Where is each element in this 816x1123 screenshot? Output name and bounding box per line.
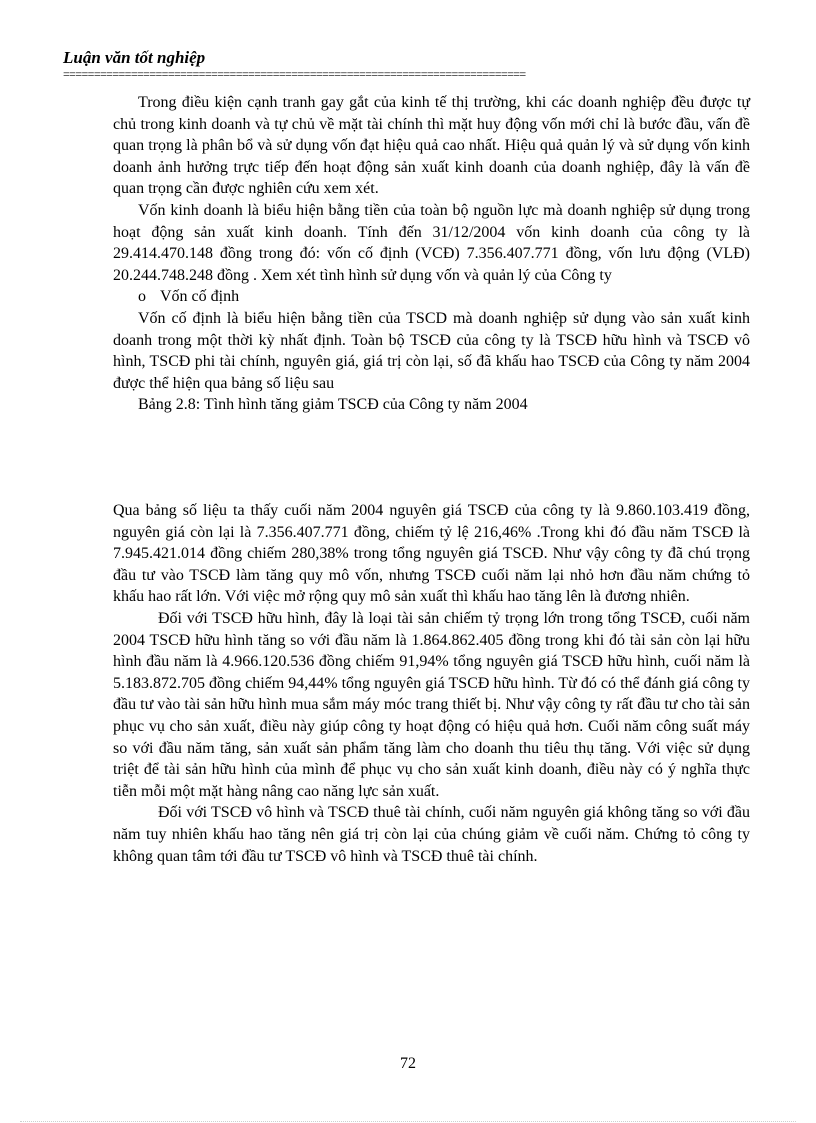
paragraph-tangible-assets: Đối với TSCĐ hữu hình, đây là loại tài sản chiếm tỷ trọng lớn trong tổng TSCĐ, cuối năm 2004 TSCĐ hữu hình tăng so với đầu năm là 1.864.862.405 đồng trong khi đó tài sản còn lại hữu hình đầu năm là 4.966.120.536 đồng chiếm 91,94% tổng nguyên giá TSCĐ hữu hình, cuối năm là 5.183.872.705 đồng chiếm 94,44% tổng nguyên giá TSCĐ hữu hình. Từ đó có thể đánh giá công ty đầu tư vào tài sản hữu hình mua sắm máy móc trang thiết bị. Như vậy công ty rất đầu tư cho tài sản phục vụ cho sản xuất, điều này giúp công ty hoạt động có hiệu quả hơn. Cuối năm công suất máy so với đầu năm tăng, sản xuất sản phẩm tăng làm cho doanh thu tiêu thụ tăng. Với việc sử dụng triệt để tài sản hữu hình của mình để phục vụ cho sản xuất kinh doanh, điều này có ý nghĩa thực tiễn mỗi một mặt hàng nâng cao năng lực sản xuất. [113, 609, 750, 800]
bullet-text: Vốn cố định [160, 288, 240, 306]
document-header-title: Luận văn tốt nghiệp [63, 48, 206, 67]
lower-text-block [113, 500, 750, 867]
paragraph-competition: Trong điều kiện cạnh tranh gay gắt của kinh tế thị trường, khi các doanh nghiệp đều được tự chủ trong kinh doanh và tự chủ về mặt tài chính thì mặt huy động vốn mới chỉ là bước đầu, vấn đề quan trọng là phân bổ và sử dụng vốn đạt hiệu quả cao nhất. Hiệu quả quản lý và sử dụng vốn kinh doanh ảnh hưởng trực tiếp đến hoạt động sản xuất kinh doanh của doanh nghiệp, đây là vấn đề quan trọng cần được nghiên cứu xem xét. [113, 94, 750, 198]
paragraph-table-analysis: Qua bảng số liệu ta thấy cuối năm 2004 nguyên giá TSCĐ của công ty là 9.860.103.419 đồng, nguyên giá còn lại là 7.356.407.771 đồng, chiếm tỷ lệ 216,46% .Trong khi đó đầu năm TSCĐ là 7.945.421.014 đồng chiếm 280,38% trong tổng nguyên giá TSCĐ. Như vậy công ty đã chú trọng đầu tư vào TSCĐ làm tăng quy mô vốn, nhưng TSCĐ cuối năm lại nhỏ hơn đầu năm chứng tỏ khấu hao rất lớn. Với việc mở rộng quy mô sản xuất thì khấu hao tăng lên là đương nhiên. [113, 502, 750, 606]
bullet-circle-icon: o [138, 288, 146, 306]
page-number: 72 [400, 1055, 416, 1072]
paragraph-intangible-assets: Đối với TSCĐ vô hình và TSCĐ thuê tài chính, cuối năm nguyên giá không tăng so với đầu năm tuy nhiên khấu hao tăng nên giá trị còn lại của chúng giảm về cuối năm. Chứng tỏ công ty không quan tâm tới đầu tư TSCĐ vô hình và TSCĐ thuê tài chính. [113, 804, 750, 865]
page-bottom-border [20, 1121, 796, 1122]
bullet-fixed-capital [113, 286, 750, 308]
header-separator: =========================================================================== [63, 68, 526, 80]
paragraph-fixed-capital: Vốn cố định là biểu hiện bằng tiền của TSCD mà doanh nghiệp sử dụng vào sản xuất kinh doanh trong một thời kỳ nhất định. Toàn bộ TSCĐ của công ty là TSCĐ hữu hình và TSCĐ vô hình, TSCĐ phi tài chính, nguyên giá, giá trị còn lại, số đã khấu hao TSCĐ của Công ty năm 2004 được thể hiện qua bảng số liệu sau [113, 309, 750, 392]
upper-text-block [113, 92, 750, 416]
table-caption: Bảng 2.8: Tình hình tăng giảm TSCĐ của Công ty năm 2004 [138, 396, 528, 414]
paragraph-business-capital: Vốn kinh doanh là biểu hiện bằng tiền của toàn bộ nguồn lực mà doanh nghiệp sử dụng trong hoạt động sản xuất kinh doanh. Tính đến 31/12/2004 vốn kinh doanh của công ty là 29.414.470.148 đồng trong đó: vốn cố định (VCĐ) 7.356.407.771 đồng, vốn lưu động (VLĐ) 20.244.748.248 đồng . Xem xét tình hình sử dụng vốn và quản lý của Công ty [113, 201, 750, 284]
